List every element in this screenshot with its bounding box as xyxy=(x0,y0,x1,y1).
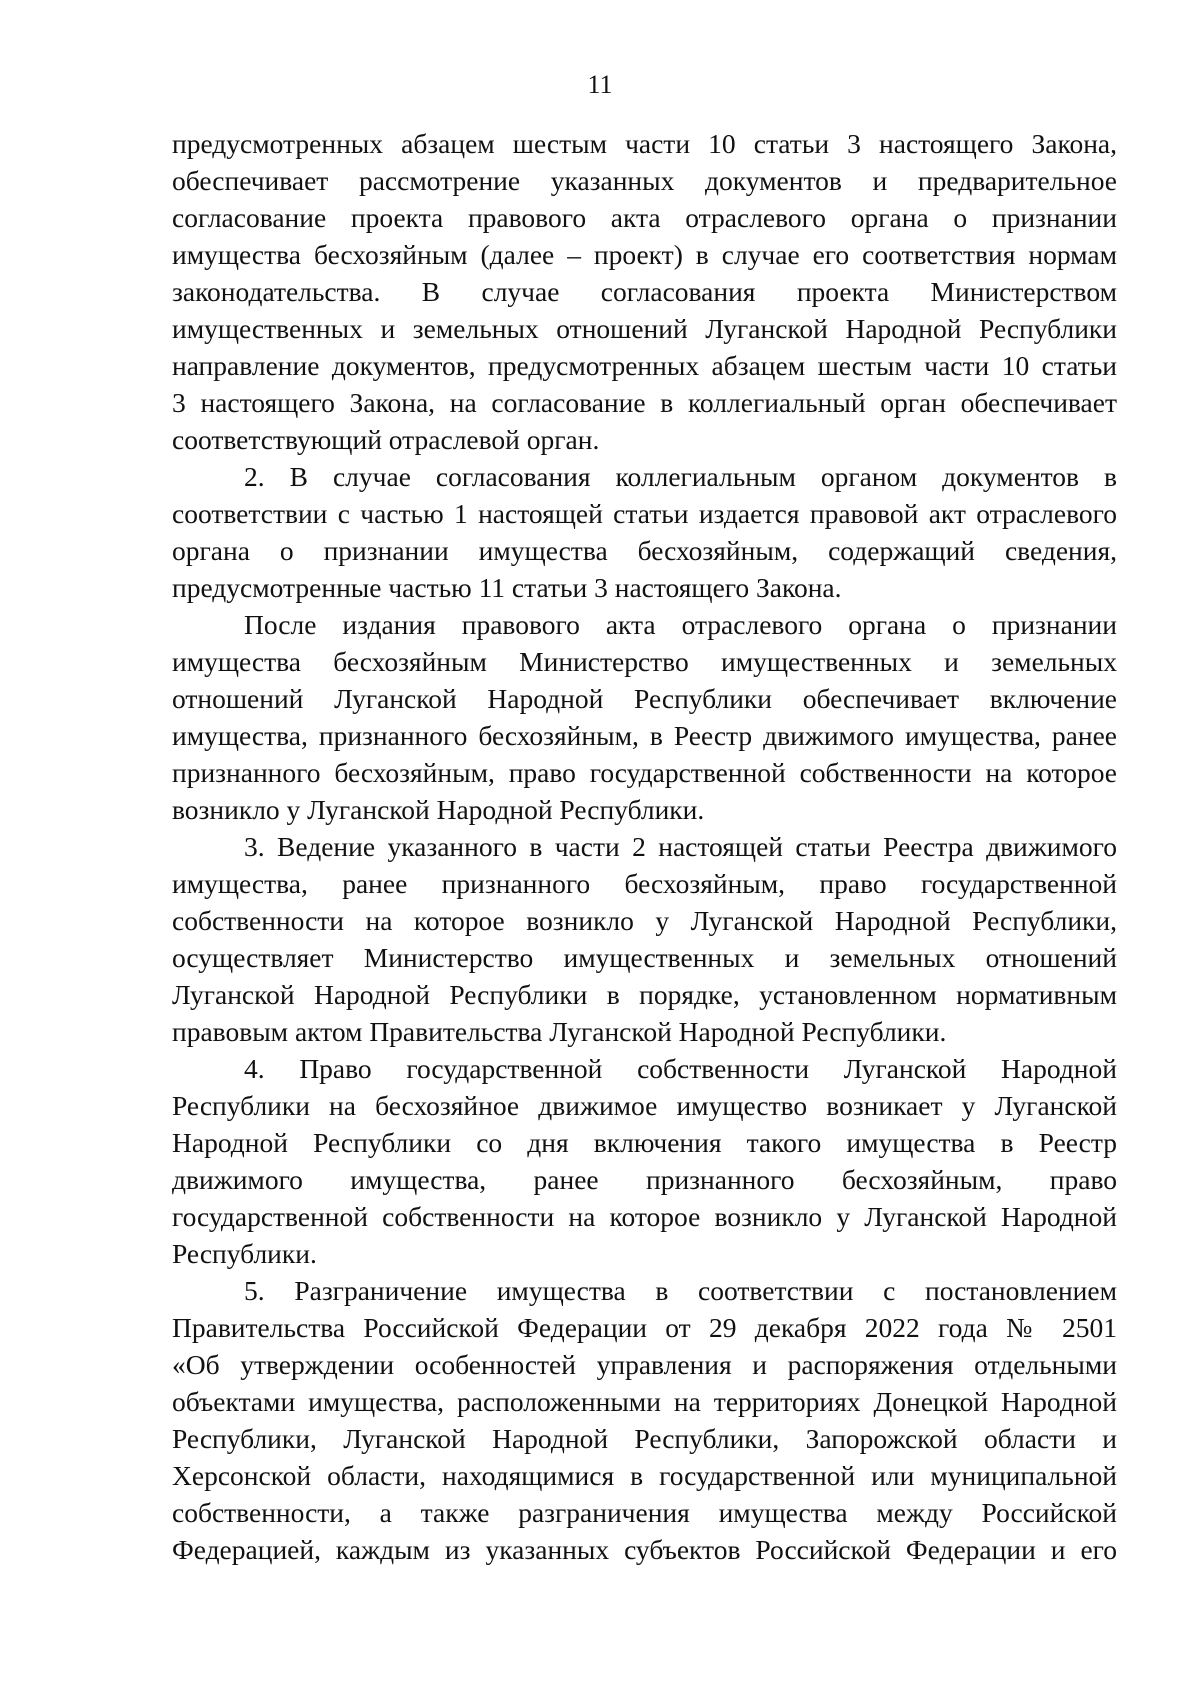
text-line: Федерацией, каждым из указанных субъектов Российской Федерации и его xyxy=(172,1534,1117,1565)
page-number: 11 xyxy=(587,70,613,99)
text-line: имущества бесхозяйным Министерство имущественных и земельных xyxy=(172,646,1117,677)
text-line: Луганской Народной Республики в порядке, установленном нормативным xyxy=(172,979,1117,1010)
text-line: 2. В случае согласования коллегиальным органом документов в xyxy=(244,461,1117,492)
text-line: 3. Ведение указанного в части 2 настоящей статьи Реестра движимого xyxy=(244,831,1117,862)
text-line: Народной Республики со дня включения такого имущества в Реестр xyxy=(172,1127,1117,1158)
text-line: органа о признании имущества бесхозяйным, содержащий сведения, xyxy=(172,535,1117,566)
text-line: 5. Разграничение имущества в соответствии с постановлением xyxy=(244,1275,1117,1306)
text-line: направление документов, предусмотренных абзацем шестым части 10 статьи xyxy=(172,350,1117,381)
text-line: «Об утверждении особенностей управления и распоряжения отдельными xyxy=(172,1349,1117,1380)
text-line: движимого имущества, ранее признанного бесхозяйным, право xyxy=(172,1164,1117,1195)
text-line: правовым актом Правительства Луганской Народной Республики. xyxy=(172,1016,947,1047)
text-line: 3 настоящего Закона, на согласование в коллегиальный орган обеспечивает xyxy=(172,387,1117,418)
text-line: признанного бесхозяйным, право государственной собственности на которое xyxy=(172,757,1117,788)
text-line: Херсонской области, находящимися в государственной или муниципальной xyxy=(172,1460,1117,1491)
text-line: имущественных и земельных отношений Луганской Народной Республики xyxy=(172,313,1117,344)
text-line: законодательства. В случае согласования проекта Министерством xyxy=(172,276,1117,307)
text-line: объектами имущества, расположенными на территориях Донецкой Народной xyxy=(172,1386,1117,1417)
text-line: Республики на бесхозяйное движимое имущество возникает у Луганской xyxy=(172,1090,1117,1121)
text-line: собственности, а также разграничения имущества между Российской xyxy=(172,1497,1117,1528)
document-body xyxy=(172,125,1117,1568)
text-line: соответствующий отраслевой орган. xyxy=(172,424,600,455)
text-line: собственности на которое возникло у Луганской Народной Республики, xyxy=(172,905,1117,936)
text-line: имущества бесхозяйным (далее – проект) в случае его соответствия нормам xyxy=(172,239,1117,270)
text-line: предусмотренные частью 11 статьи 3 настоящего Закона. xyxy=(172,572,842,603)
text-line: государственной собственности на которое возникло у Луганской Народной xyxy=(172,1201,1117,1232)
text-line: осуществляет Министерство имущественных и земельных отношений xyxy=(172,942,1117,973)
text-line: согласование проекта правового акта отраслевого органа о признании xyxy=(172,202,1117,233)
text-line: 4. Право государственной собственности Луганской Народной xyxy=(244,1053,1117,1084)
text-line: имущества, признанного бесхозяйным, в Реестр движимого имущества, ранее xyxy=(172,720,1117,751)
text-line: Правительства Российской Федерации от 29 декабря 2022 года № 2501 xyxy=(172,1312,1117,1343)
text-line: возникло у Луганской Народной Республики. xyxy=(172,794,705,825)
text-line: Республики, Луганской Народной Республики, Запорожской области и xyxy=(172,1423,1117,1454)
text-line: Республики. xyxy=(172,1238,317,1269)
text-line: После издания правового акта отраслевого органа о признании xyxy=(244,609,1117,640)
text-line: обеспечивает рассмотрение указанных документов и предварительное xyxy=(172,165,1117,196)
text-line: отношений Луганской Народной Республики обеспечивает включение xyxy=(172,683,1117,714)
text-line: предусмотренных абзацем шестым части 10 статьи 3 настоящего Закона, xyxy=(172,128,1117,159)
text-line: имущества, ранее признанного бесхозяйным, право государственной xyxy=(172,868,1117,899)
text-line: соответствии с частью 1 настоящей статьи издается правовой акт отраслевого xyxy=(172,498,1117,529)
